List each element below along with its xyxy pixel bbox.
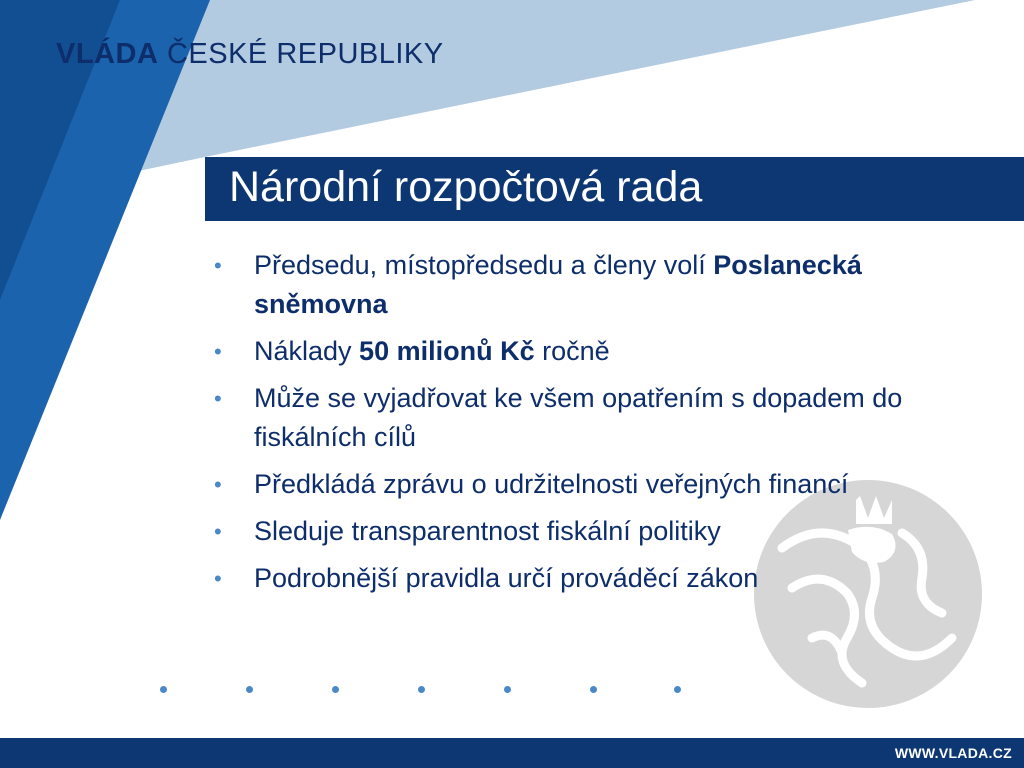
bullet-dot: • [214, 519, 222, 544]
dot [418, 686, 425, 693]
bullet-text: Sleduje transparentnost fiskální politiky [254, 516, 721, 546]
bullet-item [214, 559, 934, 598]
brand-light: ČESKÉ REPUBLIKY [166, 38, 444, 70]
bullet-emphasis: Poslanecká sněmovna [254, 250, 862, 319]
bullet-item [214, 465, 934, 504]
bullet-text: Může se vyjadřovat ke všem opatřením s dopadem do fiskálních cílů [254, 383, 903, 452]
bullet-item [214, 332, 934, 371]
slide-title: Národní rozpočtová rada [229, 163, 703, 211]
bullet-dot: • [214, 472, 222, 497]
bullet-dot: • [214, 339, 222, 364]
footer-bar [0, 738, 1024, 768]
bullet-item [214, 512, 934, 551]
bullet-text: Náklady [254, 336, 360, 366]
bullet-text-suffix: ročně [534, 336, 610, 366]
bullet-dot: • [214, 386, 222, 411]
bullet-item [214, 379, 934, 457]
dot [674, 686, 681, 693]
bullet-text: Podrobnější pravidla určí prováděcí zákon [254, 563, 759, 593]
brand-strong: VLÁDA [56, 38, 159, 70]
bullet-emphasis: 50 milionů Kč [359, 336, 535, 366]
dot [504, 686, 511, 693]
dot [332, 686, 339, 693]
bullet-text: Předkládá zprávu o udržitelnosti veřejných financí [254, 469, 849, 499]
dot [160, 686, 167, 693]
dot [590, 686, 597, 693]
bullet-text: Předsedu, místopředsedu a členy volí [254, 250, 714, 280]
decorative-dots [160, 686, 700, 698]
dot [246, 686, 253, 693]
brand-logo [56, 38, 444, 71]
title-bar [205, 157, 1024, 221]
bullet-list [214, 246, 934, 606]
bullet-dot: • [214, 253, 222, 278]
bullet-item [214, 246, 934, 324]
footer-url[interactable]: WWW.VLADA.CZ [894, 745, 1012, 761]
bullet-dot: • [214, 566, 222, 591]
